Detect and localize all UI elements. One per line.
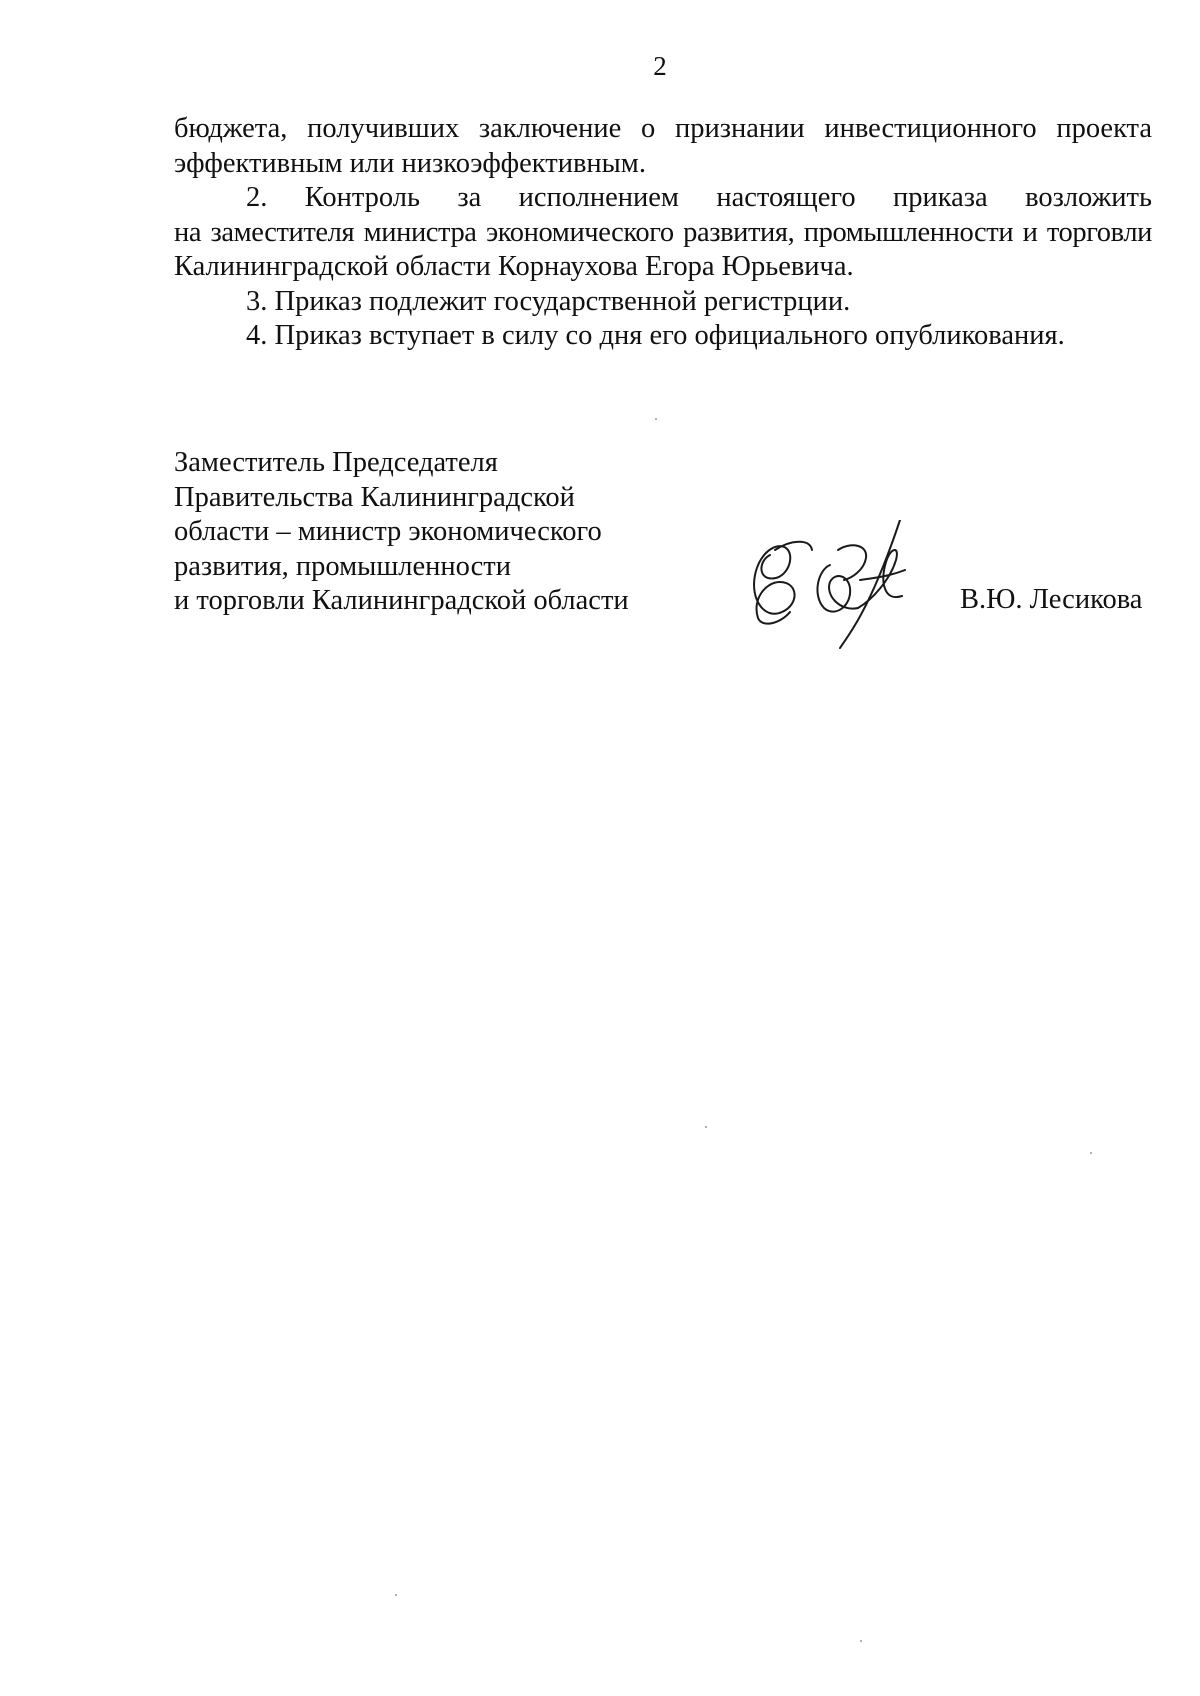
paragraph-1-line-2: эффективным или низкоэффективным. [174, 147, 646, 179]
paragraph-2-first-line [174, 181, 1152, 216]
paragraph-3: 3. Приказ подлежит государственной регистрции. [246, 285, 851, 317]
scan-speck [655, 418, 657, 420]
document-body [174, 112, 1152, 354]
paragraph-2-word: Контроль [304, 182, 420, 213]
paragraph-2-word: приказа [892, 182, 988, 213]
paragraph-2-word: настоящего [716, 182, 856, 213]
page-number: 2 [653, 51, 667, 81]
paragraph-2-word: возложить [1025, 182, 1152, 213]
paragraph-2-number: 2. [246, 182, 268, 213]
signatory-position-line: развития, промышленности [174, 550, 511, 582]
signatory-position-line: Заместитель Председателя [174, 447, 498, 478]
signatory-position-line: области – министр экономического [174, 516, 602, 547]
paragraph-2-word: исполнением [518, 182, 679, 213]
paragraph-1-line-1: бюджета, получивших заключение о признании инвестиционного проекта [174, 113, 1152, 144]
paragraph-4: 4. Приказ вступает в силу со дня его официального опубликования. [246, 320, 1065, 351]
handwritten-signature-icon [740, 520, 930, 650]
signatory-position-line: Правительства Калининградской [174, 481, 575, 513]
paragraph-2-line-2: на заместителя министра экономического развития, промышленности и торговли [174, 216, 1152, 248]
scan-speck [705, 1126, 707, 1128]
scan-speck [1090, 1152, 1092, 1154]
signatory-position [174, 446, 629, 619]
signatory-name: В.Ю. Лесикова [960, 584, 1143, 615]
signatory-position-line: и торговли Калининградской области [174, 585, 629, 616]
paragraph-2-word: за [457, 182, 482, 213]
paragraph-2-line-3: Калининградской области Корнаухова Егора Юрьевича. [174, 251, 854, 282]
scan-speck [395, 1594, 397, 1596]
scan-speck [860, 1640, 862, 1642]
